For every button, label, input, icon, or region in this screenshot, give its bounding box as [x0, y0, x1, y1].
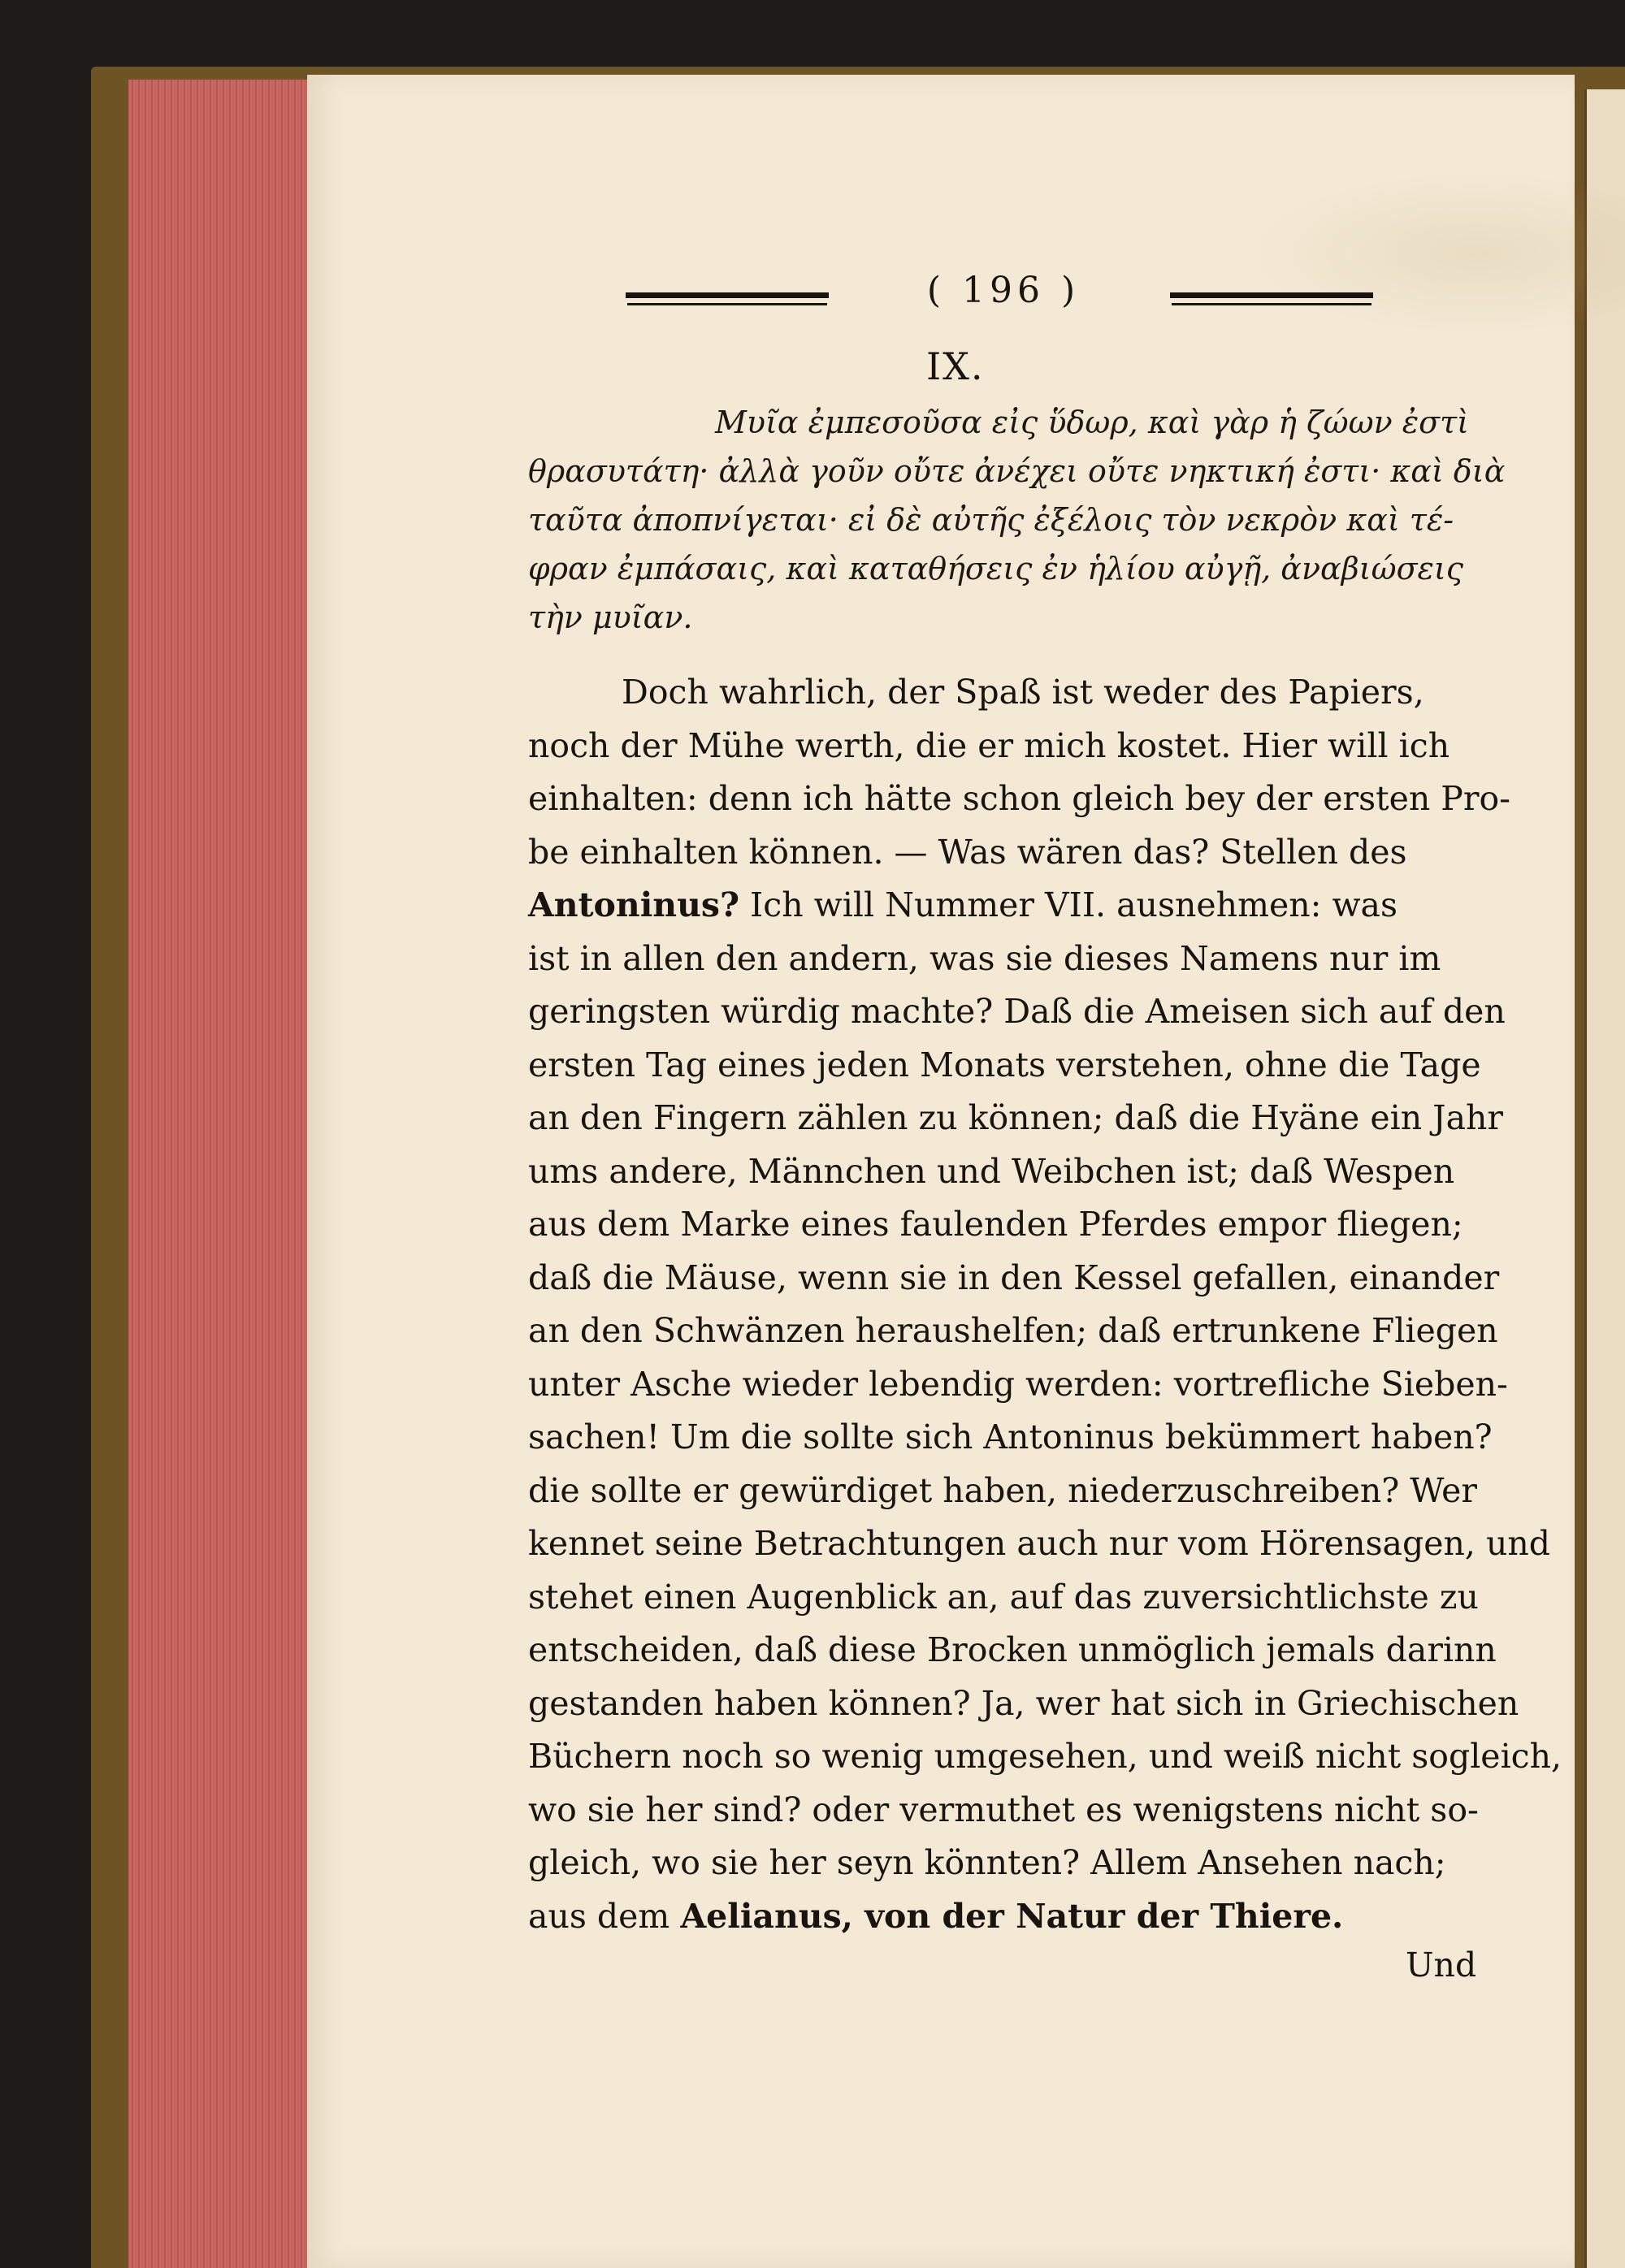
- antoninus-rest: Ich will Nummer VII. ausnehmen: was: [739, 885, 1398, 924]
- page-edges: [128, 80, 307, 2268]
- text-line: daß die Mäuse, wenn sie in den Kessel gefallen, einander: [528, 1257, 1500, 1297]
- text-line: entscheiden, daß diese Brocken unmöglich jemals darinn: [528, 1630, 1497, 1669]
- text-line: an den Fingern zählen zu können; daß die Hyäne ein Jahr: [528, 1098, 1504, 1137]
- greek-line: τὴν μυῖαν.: [528, 599, 693, 635]
- text-line: einhalten: denn ich hätte schon gleich bey der ersten Pro-: [528, 779, 1511, 818]
- facing-page-edge: [1584, 89, 1625, 2268]
- header-rule-right: [1170, 292, 1373, 298]
- body-text: [528, 666, 1562, 1943]
- text-line: ersten Tag eines jeden Monats verstehen, ohne die Tage: [528, 1045, 1481, 1084]
- text-line: kennet seine Betrachtungen auch nur vom Hörensagen, und: [528, 1524, 1551, 1563]
- antoninus-name: Antoninus?: [528, 885, 740, 924]
- text-line: gleich, wo sie her seyn könnten? Allem Ansehen nach;: [528, 1843, 1446, 1882]
- text-line-antoninus: [528, 879, 1479, 933]
- text-line: die sollte er gewürdiget haben, niederzuschreiben? Wer: [528, 1470, 1477, 1510]
- greek-line: Μυῖα ἐμπεσοῦσα εἰς ὕδωρ, καὶ γὰρ ἡ ζώων ἐστὶ: [715, 405, 1470, 440]
- text-line: Büchern noch so wenig umgesehen, und weiß nicht sogleich,: [528, 1737, 1562, 1776]
- text-line: Doch wahrlich, der Spaß ist weder des Papiers,: [622, 673, 1424, 712]
- text-line: ist in allen den andern, was sie dieses Namens nur im: [528, 938, 1441, 978]
- text-line: noch der Mühe werth, die er mich kostet. Hier will ich: [528, 725, 1450, 765]
- page-number: ( 196 ): [926, 270, 1081, 311]
- catchword: Und: [1406, 1946, 1477, 1984]
- text-line: aus dem Marke eines faulenden Pferdes empor fliegen;: [528, 1205, 1463, 1244]
- text-line: unter Asche wieder lebendig werden: vortrefliche Sieben-: [528, 1364, 1508, 1404]
- aelianus-start: aus dem: [528, 1896, 681, 1936]
- section-number: IX.: [926, 344, 985, 388]
- text-line: geringsten würdig machte? Daß die Ameisen sich auf den: [528, 992, 1506, 1031]
- text-line: sachen! Um die sollte sich Antoninus bekümmert haben?: [528, 1418, 1493, 1456]
- text-line: be einhalten können. — Was wären das? Stellen des: [528, 832, 1407, 872]
- text-line: gestanden haben können? Ja, wer hat sich in Griechischen: [528, 1683, 1519, 1723]
- greek-line: ταῦτα ἀποπνίγεται· εἰ δὲ αὐτῆς ἐξέλοις τὸν νεκρὸν καὶ τέ-: [528, 502, 1454, 538]
- header-rule-left: [626, 292, 829, 298]
- greek-line: θρασυτάτη· ἀλλὰ γοῦν οὔτε ἀνέχει οὔτε νηκτική ἐστι· καὶ διὰ: [528, 453, 1506, 489]
- text-line-aelianus: [528, 1890, 1479, 1944]
- aelianus-title: Aelianus, von der Natur der Thiere.: [680, 1896, 1344, 1936]
- page-header: [626, 270, 1373, 327]
- text-line: ums andere, Männchen und Weibchen ist; daß Wespen: [528, 1151, 1455, 1191]
- greek-line: φραν ἐμπάσαις, καὶ καταθήσεις ἐν ἡλίου αὐγῇ, ἀναβιώσεις: [528, 551, 1464, 586]
- greek-quotation: [528, 398, 1506, 642]
- text-line: wo sie her sind? oder vermuthet es wenigstens nicht so-: [528, 1790, 1479, 1829]
- text-line: stehet einen Augenblick an, auf das zuversichtlichste zu: [528, 1577, 1479, 1617]
- text-line: an den Schwänzen heraushelfen; daß ertrunkene Fliegen: [528, 1311, 1498, 1350]
